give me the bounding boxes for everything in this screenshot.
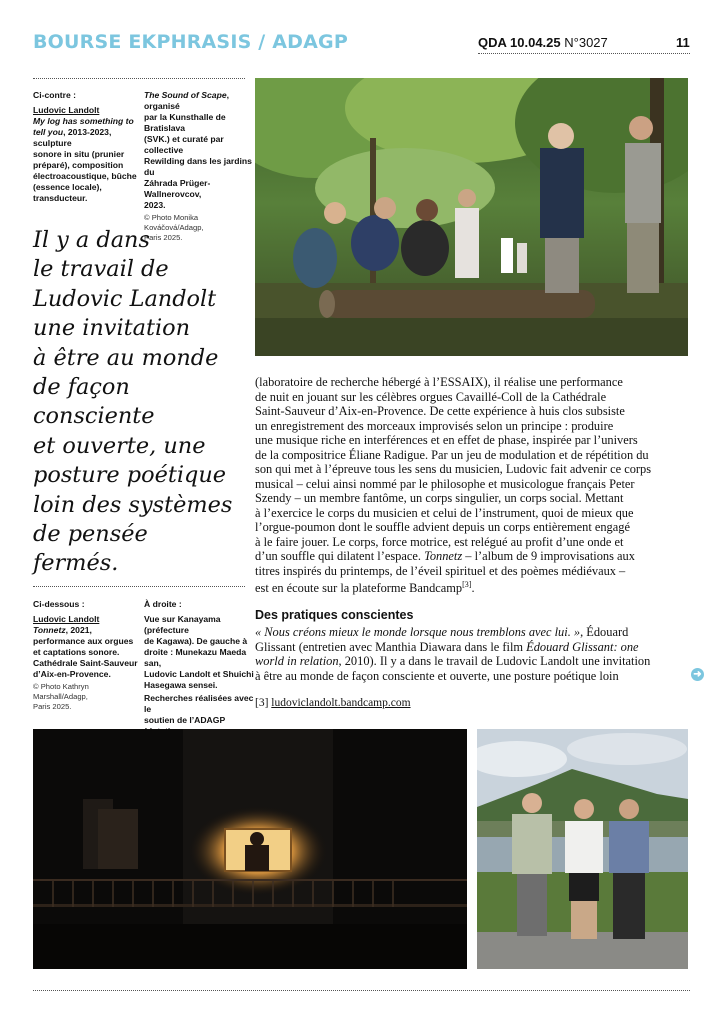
pull-quote-line: consciente — [33, 403, 155, 430]
caption-line: (essence locale), transducteur. — [33, 182, 102, 203]
photo-kanayama — [477, 729, 688, 969]
pull-quote-line: Ludovic Landolt — [33, 285, 217, 312]
caption-line: de Kagawa). De gauche à — [144, 636, 248, 646]
body-line: à l’exercice le corps du musicien et celui de l’instrument, quoi de mieux que — [255, 505, 634, 520]
caption-line: et captations sonore. — [33, 647, 120, 657]
film-title: Édouard Glissant: one — [526, 639, 639, 654]
body-line: à le faire jouer. Le corps, force motrice, est relégué au profit d’une onde et — [255, 534, 624, 549]
caption-line: Hasegawa sensei. — [144, 680, 218, 690]
footnote-ref[interactable]: [3] — [462, 580, 472, 589]
photo-forest-log — [255, 78, 688, 356]
section2-line — [255, 640, 690, 655]
caption-line: droite : Munekazu Maeda san, — [144, 647, 247, 668]
issue-date: QDA 10.04.25 — [478, 35, 561, 50]
continue-arrow-icon[interactable]: ➜ — [691, 668, 704, 681]
bandcamp-link[interactable]: ludoviclandolt.bandcamp.com — [271, 697, 411, 709]
body-line: Saint-Sauveur d’Aix-en-Provence. De cette expérience à huis clos subsiste — [255, 404, 625, 418]
section2-line — [255, 654, 690, 669]
body-line-tonnetz — [255, 549, 690, 564]
body-punct: . — [471, 581, 475, 596]
section2-fragment: , Édouard — [580, 625, 629, 639]
pull-quote-line: de façon — [33, 374, 130, 401]
header-rule — [478, 53, 690, 54]
body-line: titres inspirés du printemps, de l’éveil spirituel et des poèmes médiévaux – — [255, 563, 626, 578]
caption-bottom-left — [33, 599, 138, 712]
caption-line: , 2013-2023, sculpture — [33, 127, 112, 148]
caption-rule-bottom — [33, 586, 245, 587]
caption-left-top — [33, 90, 138, 204]
body-line: est en écoute sur la plateforme Bandcamp — [255, 581, 463, 596]
credit-line: Paris 2025. — [144, 233, 183, 242]
caption-artist: Ludovic Landolt — [33, 614, 100, 624]
caption-line: Cathédrale Saint-Sauveur — [33, 658, 138, 668]
caption-artist: Ludovic Landolt — [33, 105, 100, 115]
body-line: une musique riche en interférences et en effet de phase, inspirée par l’univers — [255, 433, 638, 447]
section2-fragment: Glissant (entretien avec Manthia Diawara dans le film — [255, 639, 527, 654]
section2-line: à être au monde de façon consciente et ouverte, une posture poétique loin — [255, 668, 619, 683]
caption-heading: Ci-contre : — [33, 90, 76, 100]
caption-line: par la Kunsthalle de Bratislava — [144, 112, 226, 133]
caption-line: soutien de l’ADAGP — [144, 715, 226, 725]
glissant-quote: « Nous créons mieux le monde lorsque nous tremblons avec lui. » — [255, 625, 581, 639]
body-line: (laboratoire de recherche hébergé à l’ESSAIX), il réalise une performance — [255, 375, 623, 389]
caption-line: Rewilding dans les jardins du — [144, 156, 252, 177]
caption-line: , 2021, — [65, 625, 92, 635]
pull-quote-line: Il y a dans — [33, 227, 150, 253]
caption-line: performance aux orgues — [33, 636, 134, 646]
body-line: – l’album de 9 improvisations aux — [462, 549, 635, 563]
footnote — [255, 697, 411, 709]
body-line: Szendy – un membre fantôme, un corps singulier, un corps social. Mettant — [255, 491, 624, 505]
body-line: d’un souffle qui dilatent l’espace. — [255, 549, 421, 563]
pull-quote-line: une invitation — [33, 315, 191, 342]
caption-line: 2023. — [144, 200, 166, 210]
issue-info — [478, 35, 608, 50]
caption-line: préparé), composition — [33, 160, 124, 170]
pull-quote — [33, 226, 238, 579]
caption-line: d’Aix-en-Provence. — [33, 669, 111, 679]
body-line-end — [255, 578, 690, 596]
pull-quote-line: de pensée fermés. — [33, 521, 148, 577]
issue-number: N°3027 — [564, 35, 608, 50]
caption-title: My log has something to tell you — [33, 116, 134, 137]
credit-line: © Photo Kathryn Marshall/Adagp, — [33, 682, 89, 701]
album-title: Tonnetz — [424, 549, 463, 563]
page-number: 11 — [676, 35, 690, 50]
body-text — [255, 375, 690, 596]
pull-quote-line: loin des systèmes — [33, 491, 233, 518]
body-line: musical – celui ainsi nommé par le philosophe et musicologue français Peter — [255, 476, 635, 491]
kanayama-photo-graphic — [477, 729, 688, 969]
caption-line: , organisé — [144, 90, 229, 111]
body-line: de nuit en jouant sur les célèbres orgues Cavaillé-Coll de la Cathédrale — [255, 389, 607, 404]
credit-line: Paris 2025. — [33, 702, 72, 711]
caption-line: Vue sur Kanayama (préfecture — [144, 614, 221, 635]
caption-line: sonore in situ (prunier — [33, 149, 125, 159]
caption-right-top — [144, 90, 254, 243]
footnote-number: [3] — [255, 697, 272, 709]
caption-line: électroacoustique, bûche — [33, 171, 137, 181]
subheading: Des pratiques conscientes — [255, 608, 414, 622]
pull-quote-line: posture poétique — [33, 462, 227, 489]
caption-line: Záhrada Prüger-Wallnerovcov, — [144, 178, 211, 199]
film-title: world in relation — [255, 654, 339, 668]
body-line: un enregistrement des morceaux improvisés selon un principe : produire — [255, 418, 614, 433]
body-line: de la compositrice Éliane Radigue. Par un jeu de modulation et de répétition du — [255, 447, 649, 462]
caption-rule-top — [33, 78, 245, 79]
caption-heading: Ci-dessous : — [33, 599, 85, 609]
caption-line: Ludovic Landolt et Shuichi — [144, 669, 254, 679]
credit-line: © Photo Monika Kováčová/Adagp, — [144, 213, 204, 232]
pull-quote-line: à être au monde — [33, 344, 219, 371]
section2-text — [255, 625, 690, 683]
forest-photo-graphic — [255, 78, 688, 356]
pull-quote-line: et ouverte, une — [33, 432, 206, 459]
footer-rule — [33, 990, 690, 991]
section-title: BOURSE EKPHRASIS / ADAGP — [33, 31, 348, 53]
photo-organ-performance — [33, 729, 467, 969]
caption-title: The Sound of Scape — [144, 90, 227, 100]
organ-photo-graphic — [33, 729, 467, 969]
section2-fragment: , 2010). Il y a dans le travail de Ludovic Landolt une invitation — [338, 654, 651, 668]
pull-quote-line: le travail de — [33, 256, 169, 283]
body-line: son qui met à l’épreuve tous les sens du musicien, Ludovic fait advenir ce corps — [255, 462, 652, 476]
caption-heading: À droite : — [144, 599, 182, 609]
caption-title: Tonnetz — [33, 625, 66, 635]
caption-credit — [33, 682, 138, 712]
caption-line: Recherches réalisées avec le — [144, 693, 254, 714]
body-line: l’orgue-poumon dont le souffle advient depuis un corps entièrement engagé — [255, 520, 630, 534]
section2-line — [255, 625, 690, 640]
caption-line: (SVK.) et curaté par collective — [144, 134, 224, 155]
